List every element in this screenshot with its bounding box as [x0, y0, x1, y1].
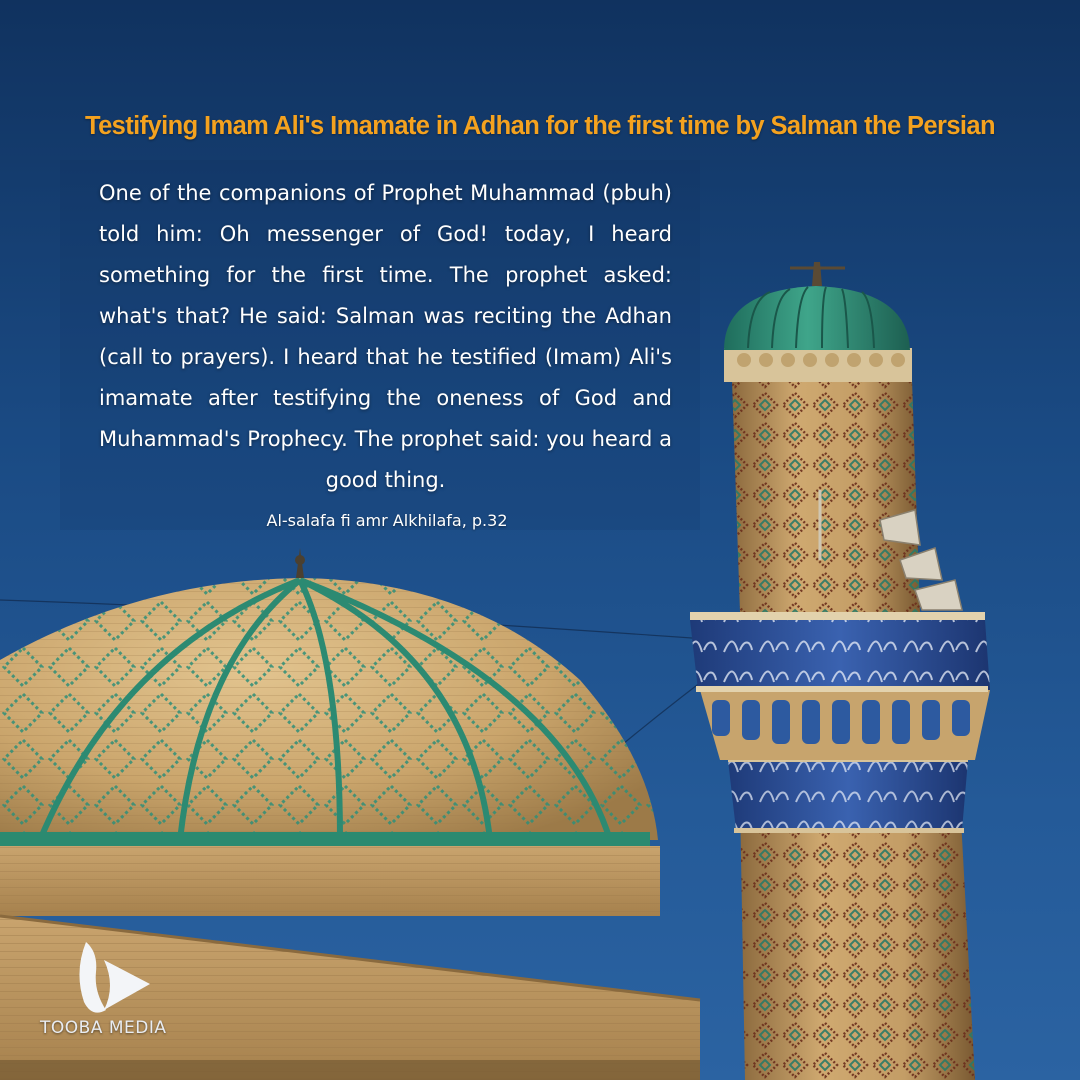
tooba-logo-icon — [66, 932, 162, 1022]
minaret — [690, 262, 990, 1080]
hadith-paragraph: One of the companions of Prophet Muhammad (pbuh) told him: Oh messenger of God! today, I heard something for the first time. The prophet asked: what's that? He said: Salman was reciting the Adhan (call to prayers). I heard that he testified (Imam) Ali's imamate after testifying the oneness of God and Muhammad's Prophecy. The prophet said: you heard a good thing. — [99, 181, 672, 492]
source-citation: Al-salafa fi amr Alkhilafa, p.32 — [266, 511, 508, 530]
logo-wordmark: TOOBA MEDIA — [40, 1018, 167, 1038]
headline: Testifying Imam Ali's Imamate in Adhan for the first time by Salman the Persian — [85, 112, 995, 140]
